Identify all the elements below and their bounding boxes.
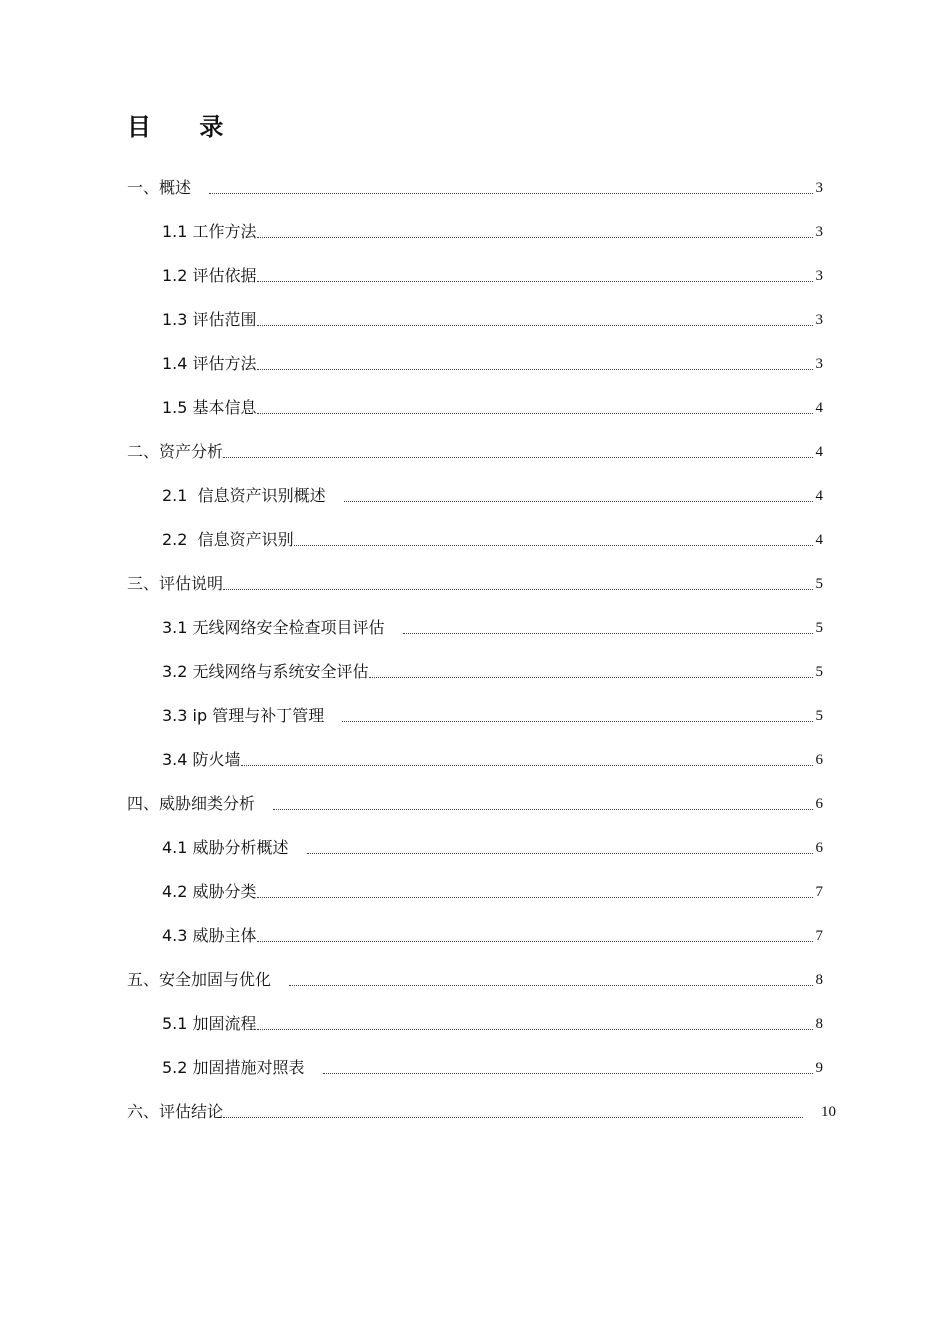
toc-entry-page: 7	[815, 884, 823, 900]
toc-entry-label: 一、概述	[127, 178, 192, 197]
toc-entry-label: 3.4 防火墙	[162, 750, 241, 769]
toc-entry[interactable]	[162, 262, 823, 286]
toc-entry-label: 1.1 工作方法	[162, 222, 257, 241]
toc-entry[interactable]	[162, 878, 823, 902]
toc-leader-dots	[223, 457, 813, 458]
toc-entry-label: 3.2 无线网络与系统安全评估	[162, 662, 369, 681]
toc-entry[interactable]	[127, 966, 823, 990]
toc-leader-dots	[289, 985, 813, 986]
toc-entry-page: 8	[815, 1016, 823, 1032]
toc-entry-label: 四、威胁细类分析	[127, 794, 256, 813]
toc-leader-dots	[257, 281, 813, 282]
toc-entry[interactable]	[162, 1010, 823, 1034]
toc-entry[interactable]	[127, 790, 823, 814]
toc-entry-label: 1.3 评估范围	[162, 310, 257, 329]
toc-entry-page: 5	[815, 664, 823, 680]
toc-entry-label: 2.1 信息资产识别概述	[162, 486, 326, 505]
toc-leader-dots	[257, 897, 813, 898]
toc-leader-dots	[257, 941, 813, 942]
toc-entry[interactable]	[162, 394, 823, 418]
toc-leader-dots	[257, 369, 813, 370]
toc-entry-label: 二、资产分析	[127, 442, 224, 461]
toc-entry-label: 1.5 基本信息	[162, 398, 257, 417]
toc-entry-page: 5	[815, 620, 823, 636]
toc-leader-dots	[241, 765, 813, 766]
toc-entry-page: 3	[815, 224, 823, 240]
toc-entry[interactable]	[162, 218, 823, 242]
toc-leader-dots	[209, 193, 813, 194]
toc-entry[interactable]	[162, 658, 823, 682]
toc-entry-label: 五、安全加固与优化	[127, 970, 272, 989]
toc-entry[interactable]	[162, 350, 823, 374]
toc-entry-label: 六、评估结论	[127, 1102, 224, 1121]
toc-leader-dots	[223, 1117, 803, 1118]
toc-entry-page: 3	[815, 356, 823, 372]
toc-entry-page: 4	[815, 444, 823, 460]
toc-leader-dots	[342, 721, 813, 722]
toc-entry[interactable]	[127, 1098, 836, 1122]
toc-leader-dots	[369, 677, 813, 678]
toc-entry-page: 10	[821, 1104, 836, 1120]
toc-entry-page: 3	[815, 312, 823, 328]
toc-entry[interactable]	[162, 1054, 823, 1078]
toc-leader-dots	[323, 1073, 813, 1074]
toc-leader-dots	[223, 589, 813, 590]
toc-entry[interactable]	[162, 922, 823, 946]
toc-entry-label: 3.1 无线网络安全检查项目评估	[162, 618, 385, 637]
toc-entry-page: 5	[815, 708, 823, 724]
toc-entry[interactable]	[162, 482, 823, 506]
toc-entry[interactable]	[127, 174, 823, 198]
toc-leader-dots	[344, 501, 813, 502]
toc-entry-page: 4	[815, 488, 823, 504]
toc-entry-label: 4.3 威胁主体	[162, 926, 257, 945]
toc-entry-page: 6	[815, 840, 823, 856]
toc-leader-dots	[403, 633, 813, 634]
toc-heading: 目 录	[127, 113, 244, 141]
toc-entry-page: 8	[815, 972, 823, 988]
toc-entry-label: 4.2 威胁分类	[162, 882, 257, 901]
toc-entry-label: 1.4 评估方法	[162, 354, 257, 373]
toc-entry[interactable]	[162, 834, 823, 858]
toc-entry[interactable]	[162, 306, 823, 330]
toc-entry-label: 4.1 威胁分析概述	[162, 838, 289, 857]
toc-entry[interactable]	[162, 614, 823, 638]
toc-entry[interactable]	[127, 438, 823, 462]
toc-entry-page: 6	[815, 796, 823, 812]
toc-entry[interactable]	[162, 526, 823, 550]
toc-entry[interactable]	[162, 746, 823, 770]
toc-entry-page: 5	[815, 576, 823, 592]
toc-leader-dots	[273, 809, 813, 810]
toc-leader-dots	[307, 853, 813, 854]
toc-entry-page: 3	[815, 268, 823, 284]
toc-entry-page: 4	[815, 532, 823, 548]
toc-entry[interactable]	[127, 570, 823, 594]
toc-leader-dots	[257, 325, 813, 326]
toc-leader-dots	[257, 237, 813, 238]
toc-entry-label: 5.1 加固流程	[162, 1014, 257, 1033]
toc-entry-label: 1.2 评估依据	[162, 266, 257, 285]
toc-entry-page: 6	[815, 752, 823, 768]
toc-entry-label: 5.2 加固措施对照表	[162, 1058, 305, 1077]
toc-leader-dots	[257, 413, 813, 414]
toc-entry-page: 7	[815, 928, 823, 944]
toc-entry[interactable]	[162, 702, 823, 726]
toc-entry-page: 4	[815, 400, 823, 416]
toc-entry-page: 9	[815, 1060, 823, 1076]
toc-entry-label: 2.2 信息资产识别	[162, 530, 294, 549]
toc-entry-label: 三、评估说明	[127, 574, 224, 593]
toc-entry-label: 3.3 ip 管理与补丁管理	[162, 706, 325, 725]
toc-leader-dots	[257, 1029, 813, 1030]
toc-entry-page: 3	[815, 180, 823, 196]
toc-leader-dots	[294, 545, 813, 546]
